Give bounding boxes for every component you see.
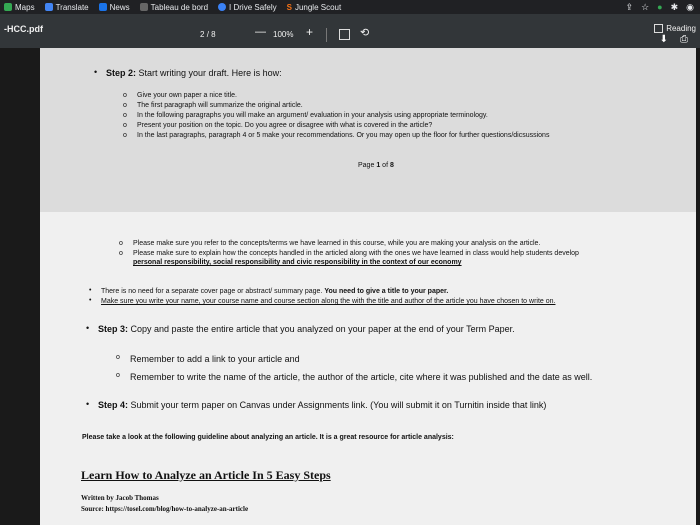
zoom-in-button[interactable]: + <box>306 25 314 39</box>
rotate-icon[interactable]: ⟲ <box>360 27 370 39</box>
total-pages: 8 <box>211 30 216 39</box>
jungle-scout-icon: S <box>286 2 292 12</box>
cover-page-note: • There is no need for a separate cover page or abstract/ summary page. You need to give a title to your paper. <box>101 288 448 295</box>
profile-icon[interactable]: ◉ <box>686 2 694 12</box>
bookmarks-bar <box>0 0 700 14</box>
puzzle-icon[interactable]: ✱ <box>670 2 679 12</box>
reading-mode-icon <box>654 24 663 33</box>
step3-item-2: o Remember to write the name of the article, the author of the article, cite where it was published and the date as well. <box>130 372 592 382</box>
bookmark-tableau[interactable]: Tableau de bord <box>140 3 208 12</box>
file-name: -HCC.pdf <box>4 24 43 34</box>
sub-item-2-cont: personal responsibility, social responsibility and civic responsibility in the context of our economy <box>133 259 462 266</box>
zoom-out-button[interactable]: — <box>255 26 266 38</box>
download-icon[interactable]: ⬇ <box>659 34 668 45</box>
page-footer: Page 1 of 8 <box>358 162 394 169</box>
step2-item-2: o The first paragraph will summarize the original article. <box>137 102 303 109</box>
bookmark-drive-safely[interactable]: I Drive Safely <box>218 3 277 12</box>
share-icon[interactable]: ⇪ <box>625 2 634 12</box>
current-page-input[interactable]: 2 <box>200 30 205 39</box>
maps-icon <box>4 3 12 11</box>
step4-line: • Step 4: Submit your term paper on Canvas under Assignments link. (You will submit it on Turnitin inside that link) <box>98 400 546 410</box>
step2-item-1: o Give your own paper a nice title. <box>137 92 237 99</box>
bookmark-translate[interactable]: Translate <box>45 3 89 12</box>
article-source[interactable]: Source: https://tosel.com/blog/how-to-analyze-an-article <box>81 505 249 513</box>
page-indicator <box>200 30 216 39</box>
pdf-page-2 <box>40 212 696 525</box>
extension-icon[interactable]: ● <box>657 2 663 12</box>
guideline-text: Please take a look at the following guideline about analyzing an article. It is a great resource for article analysis: <box>82 434 454 441</box>
reading-mode-button[interactable]: Reading <box>654 24 696 33</box>
article-title: Learn How to Analyze an Article In 5 Easy Steps <box>81 468 331 482</box>
sub-item-2: o Please make sure to explain how the concepts handled in the articled along with the ones we have learned in class would help students develop <box>133 250 579 257</box>
article-author: Written by Jacob Thomas <box>81 494 159 502</box>
zoom-level[interactable]: 100% <box>273 30 294 39</box>
step2-item-5: o In the last paragraphs, paragraph 4 or 5 make your recommendations. Or you may open up the floor for further questions/dicsussions <box>137 132 549 139</box>
step2-item-3: o In the following paragraphs you will make an argument/ evaluation in your analysis using appropriate terminology. <box>137 112 488 119</box>
step2-item-4: o Present your position on the topic. Do you agree or disagree with what is covered in the article? <box>137 122 432 129</box>
star-icon[interactable]: ☆ <box>641 2 650 12</box>
bookmark-news[interactable]: News <box>99 3 130 12</box>
bookmark-jungle-scout[interactable]: S Jungle Scout <box>286 2 342 12</box>
sub-item-1: o Please make sure you refer to the concepts/terms we have learned in this course, while you are making your analysis on the article. <box>133 240 540 247</box>
pdf-page-1 <box>40 48 696 220</box>
print-icon[interactable]: ⎙ <box>680 34 688 45</box>
step3-item-1: o Remember to add a link to your article and <box>130 354 300 364</box>
bookmark-maps[interactable]: Maps <box>4 3 35 12</box>
news-icon <box>99 3 107 11</box>
pdf-toolbar <box>0 14 700 48</box>
toolbar-divider <box>326 28 327 42</box>
translate-icon <box>45 3 53 11</box>
step2-line: • Step 2: Start writing your draft. Here is how: <box>106 68 282 78</box>
fit-page-icon[interactable] <box>339 29 350 40</box>
tableau-icon <box>140 3 148 11</box>
page-slash: / <box>206 30 209 39</box>
drive-safely-icon <box>218 3 226 11</box>
name-note: • Make sure you write your name, your course name and course section along the with the title and author of the article you have chosen to write on. <box>101 298 555 305</box>
step3-line: • Step 3: Copy and paste the entire article that you analyzed on your paper at the end of your Term Paper. <box>98 324 515 334</box>
